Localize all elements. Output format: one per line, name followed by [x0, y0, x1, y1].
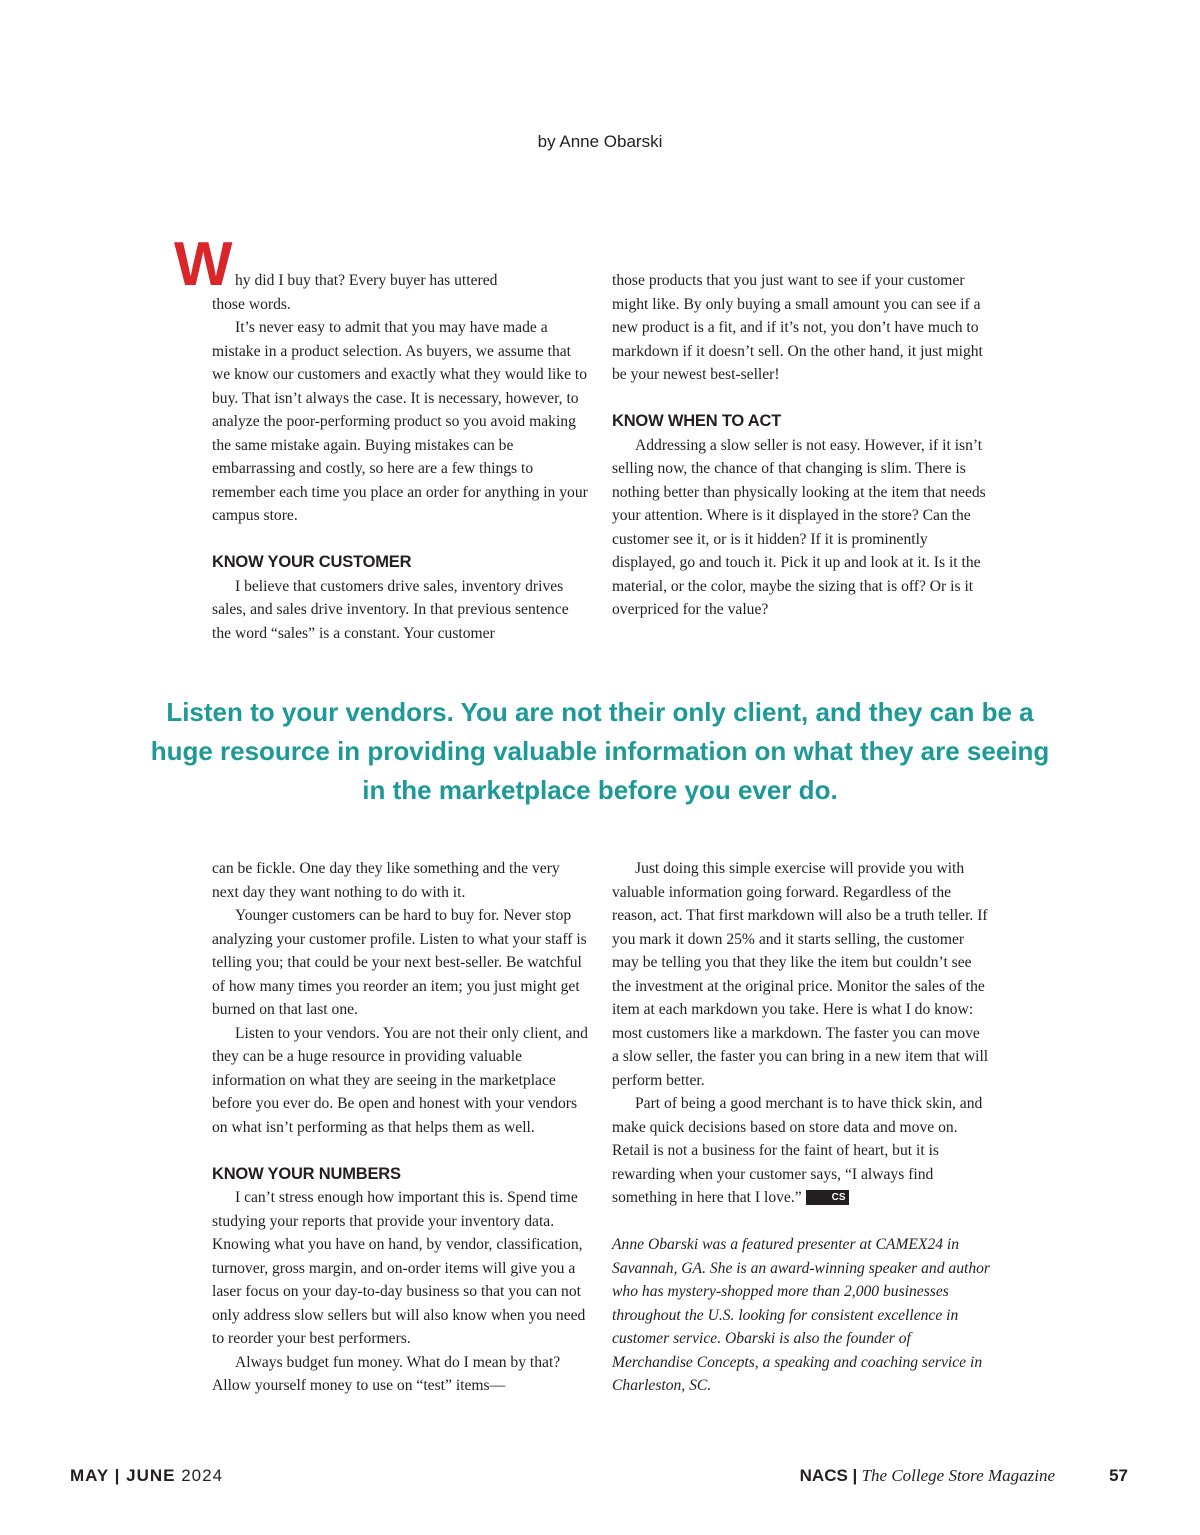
author-bio: Anne Obarski was a featured presenter at CAMEX24 in Savannah, GA. She is an award-winning speaker and author who has mystery-shopped more than 2,000 businesses throughout the U.S. looking for consistent excellence in customer service. Obarski is also the founder of Merchandise Concepts, a speaking and coaching service in Charleston, SC. — [612, 1236, 990, 1394]
paragraph: can be fickle. One day they like something and the very next day they want nothing to do with it. — [212, 860, 560, 901]
paragraph: I believe that customers drive sales, inventory drives sales, and sales drive inventory. In that previous sentence the word “sales” is a constant. Your customer — [212, 577, 569, 642]
drop-cap: W — [174, 230, 231, 299]
intro-first-line: hy did I buy that? Every buyer has uttered — [235, 272, 498, 289]
closing-text: Part of being a good merchant is to have thick skin, and make quick decisions based on store data and move on. Retail is not a business for the faint of heart, but it is rewarding when your customer says, “I always find something in here that I love.” — [612, 1095, 983, 1206]
paragraph: Listen to your vendors. You are not their only client, and they can be a huge resource in providing valuable information on what they are seeing in the marketplace before you ever do. Be open and honest with your vendors on what isn’t performing as that helps them as well. — [212, 1024, 588, 1136]
paragraph: Just doing this simple exercise will provide you with valuable information going forward. Regardless of the reason, act. That first markdown will also be a truth teller. If you mark it down 25% and it starts selling, the customer may be telling you that they like the item but couldn’t see the investment at the original price. Monitor the sales of the item at each markdown you take. Here is what I do know: most customers like a markdown. The faster you can move a slow seller, the faster you can bring in a new item that will perform better. — [612, 860, 989, 1089]
footer-magazine: The College Store Magazine — [861, 1466, 1055, 1485]
column-2 — [612, 269, 990, 622]
footer-issue-year: 2024 — [181, 1466, 224, 1485]
paragraph: I can’t stress enough how important this is. Spend time studying your reports that provide your inventory data. Knowing what you have on hand, by vendor, classification, turnover, gross margin, and on-order items will give you a laser focus on your day-to-day business so that you can not only address slow sellers but will also know when you need to reorder your best performers. — [212, 1189, 586, 1347]
column-4 — [612, 857, 990, 1398]
paragraph: Addressing a slow seller is not easy. However, if it isn’t selling now, the chance of that changing is slim. There is nothing better than physically looking at the item that needs your attention. Where is it displayed in the store? Can the customer see it, or is it hidden? If it is prominently displayed, go and touch it. Pick it up and look at it. Is it the material, or the color, maybe the sizing that is off? Or is it overpriced for the value? — [612, 436, 986, 618]
section-heading-know-when-to-act: KNOW WHEN TO ACT — [612, 412, 782, 430]
column-3 — [212, 857, 590, 1398]
footer-publication — [800, 1466, 1055, 1486]
intro-rest: those words. — [212, 295, 291, 313]
section-heading-know-your-customer: KNOW YOUR CUSTOMER — [212, 553, 412, 571]
pull-quote: Listen to your vendors. You are not their only client, and they can be a huge resource in providing valuable information on what they are seeing in the marketplace before you ever do. — [150, 697, 1050, 805]
page-number: 57 — [1109, 1466, 1128, 1485]
end-mark-icon: CS — [806, 1190, 849, 1205]
footer-org: NACS | — [799, 1466, 858, 1485]
paragraph: Younger customers can be hard to buy for. Never stop analyzing your customer profile. Listen to what your staff is telling you; that could be your next best-seller. Be watchful of how many times you reorder an item; you just might get burned on that last one. — [212, 907, 587, 1018]
footer-issue — [70, 1466, 223, 1486]
paragraph: those products that you just want to see if your customer might like. By only buying a small amount you can see if a new product is a fit, and if it’s not, you don’t have much to markdown if it doesn’t sell. On the other hand, it just might be your newest best-seller! — [612, 272, 983, 383]
byline: by Anne Obarski — [537, 132, 663, 151]
paragraph: It’s never easy to admit that you may have made a mistake in a product selection. As buyers, we assume that we know our customers and exactly what they would like to buy. That isn’t always the case. It is necessary, however, to analyze the poor-performing product so you avoid making the same mistake again. Buying mistakes can be embarrassing and costly, so here are a few things to remember each time you place an order for anything in your campus store. — [212, 319, 588, 524]
column-1 — [212, 269, 590, 645]
paragraph: Always budget fun money. What do I mean by that? Allow yourself money to use on “test” items— — [212, 1353, 561, 1394]
section-heading-know-your-numbers: KNOW YOUR NUMBERS — [212, 1164, 401, 1183]
paragraph — [612, 1092, 990, 1210]
footer-issue-months: MAY | JUNE — [70, 1466, 176, 1485]
